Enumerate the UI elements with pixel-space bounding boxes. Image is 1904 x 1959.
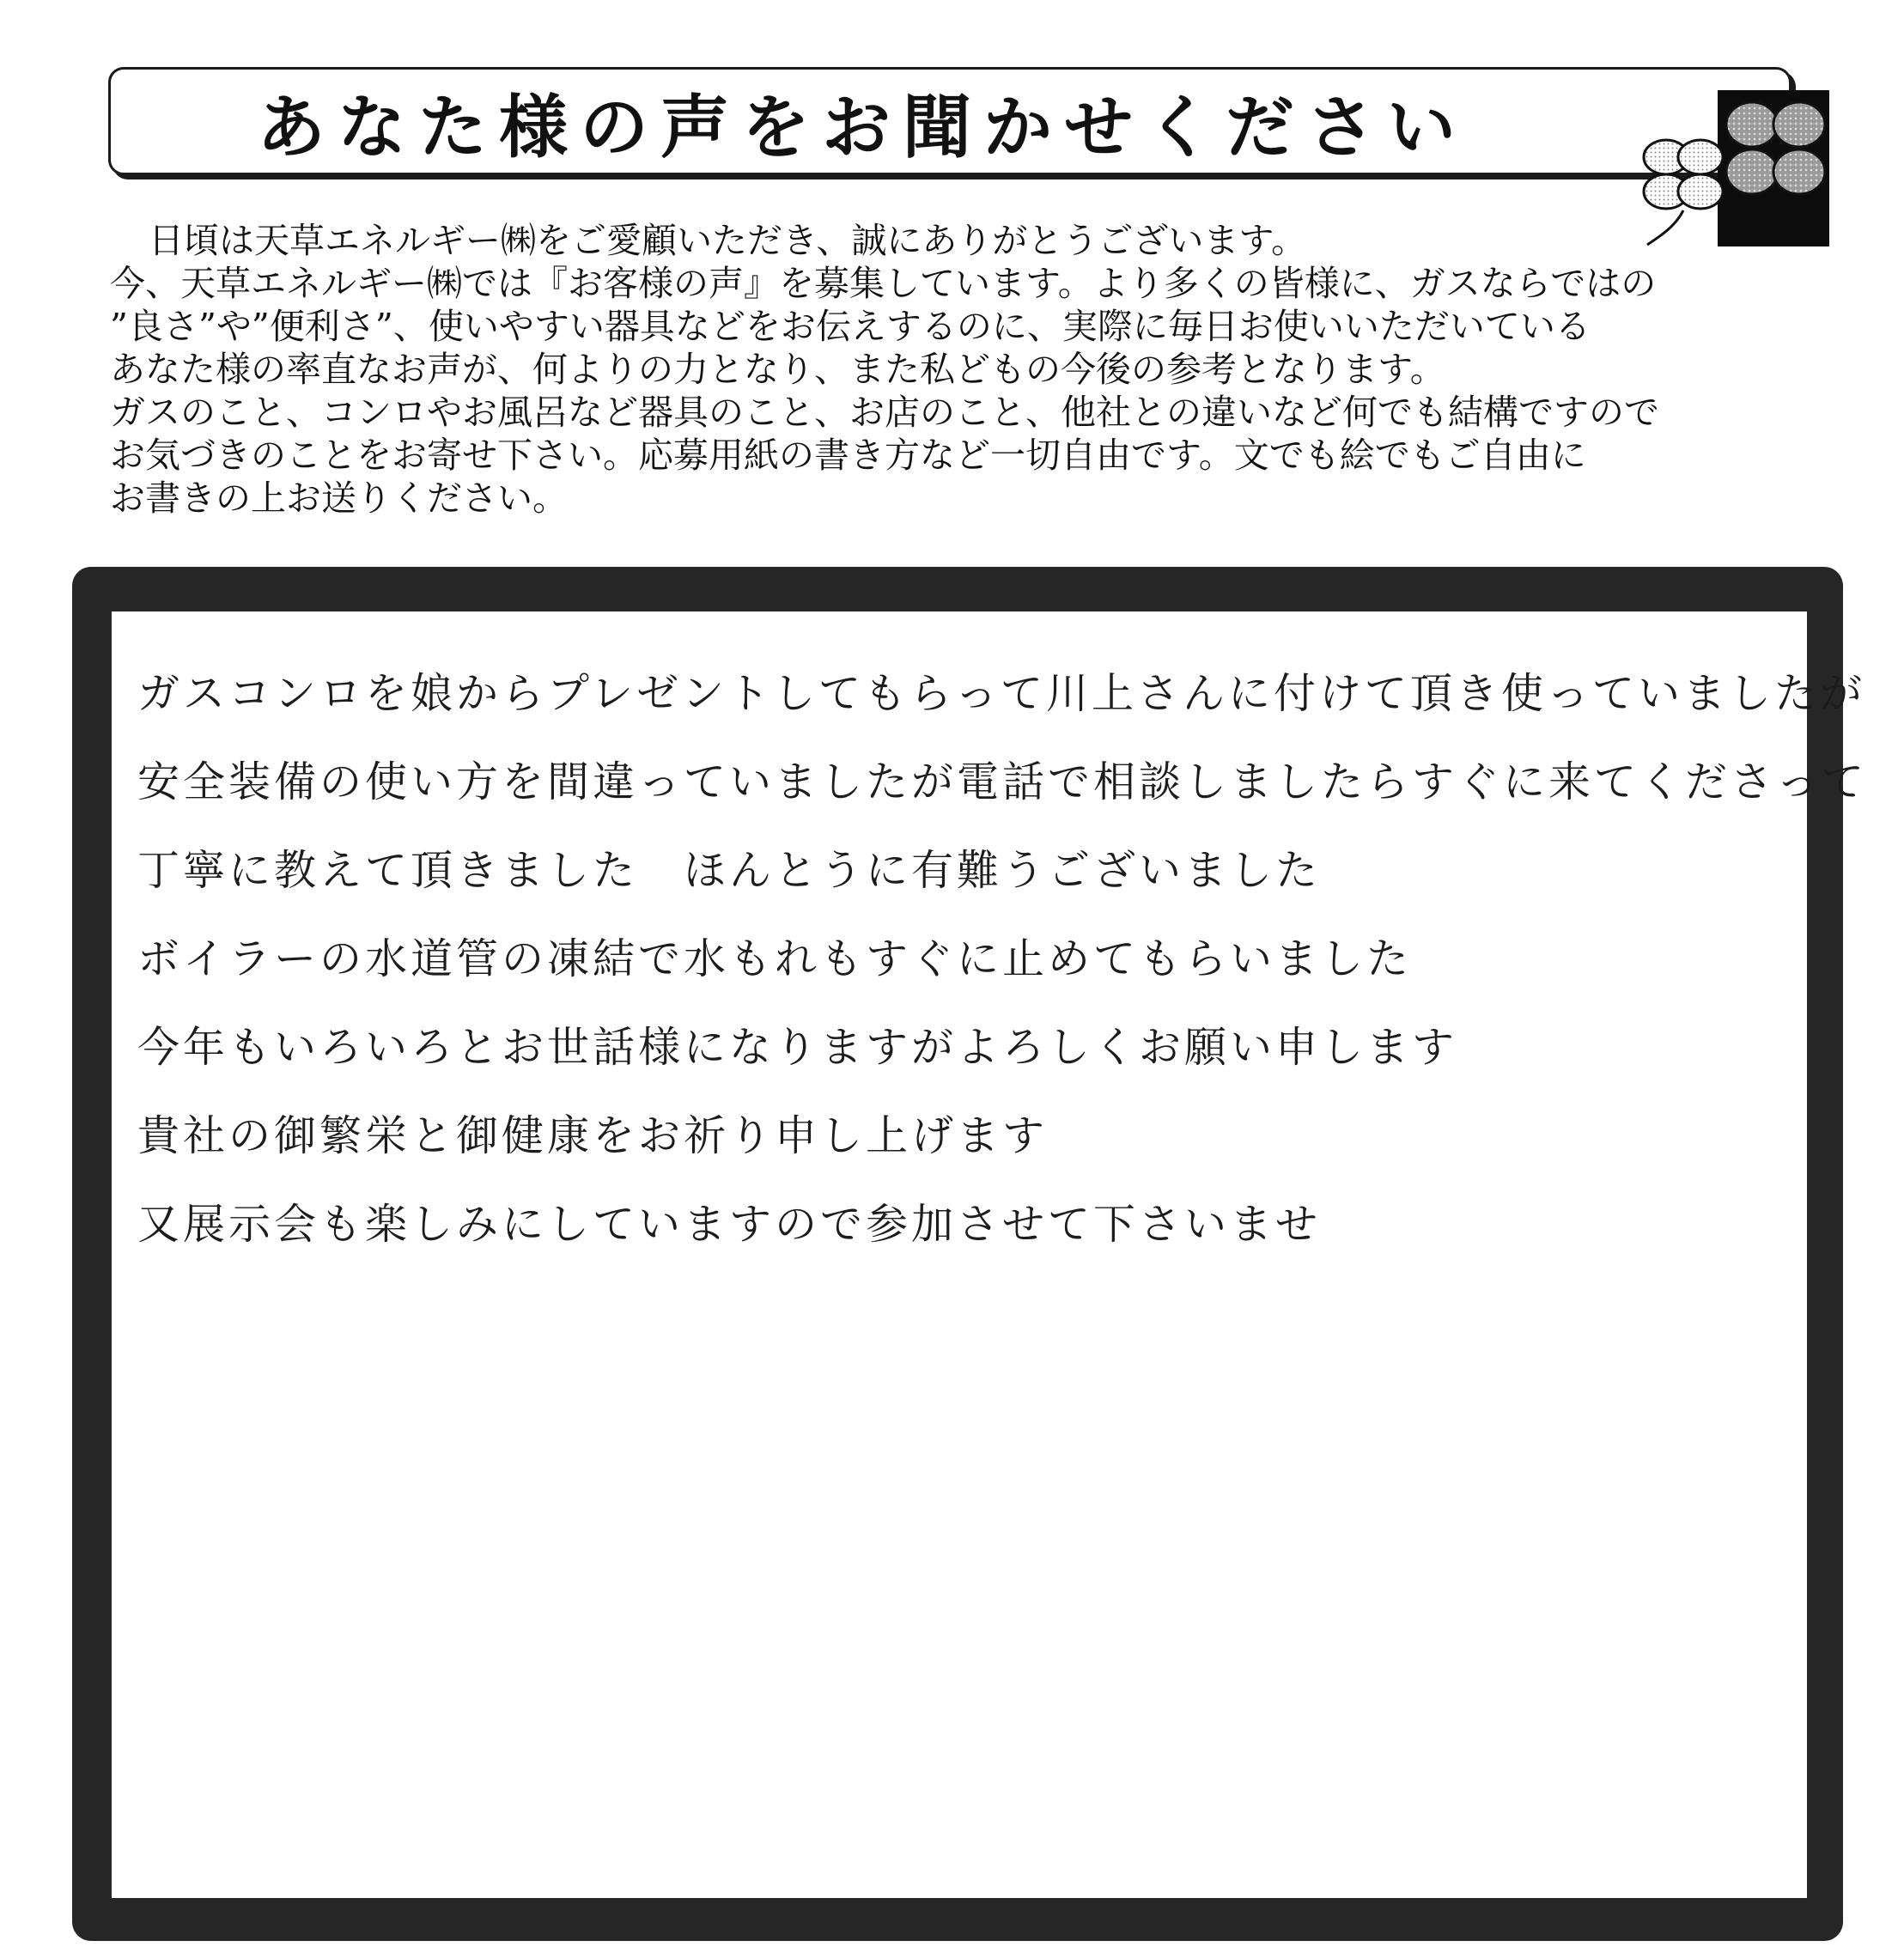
page-title: あなた様の声をお聞かせください [257,87,1468,167]
answer-line: 又展示会も楽しみにしていますので参加させて下さいませ [137,1200,1322,1249]
handwritten-answer [137,649,1868,1268]
title-banner [108,67,1791,175]
intro-line: お書きの上お送りください。 [110,478,568,519]
intro-line: ”良さ”や”便利さ”、使いやすい器具などをお伝えするのに、実際に毎日お使いいただいている [110,306,1591,347]
intro-line: ガスのこと、コンロやお風呂など器具のこと、お店のこと、他社との違いなど何でも結構ですので [110,392,1659,433]
answer-line: 丁寧に教えて頂きました ほんとうに有難うございました [137,846,1322,895]
answer-area [112,611,1868,1898]
answer-line: 貴社の御繁栄と御健康をお祈り申し上げます [137,1111,1049,1160]
answer-line: 安全装備の使い方を間違っていましたが電話で相談しましたらすぐに来てくださって [137,757,1868,806]
answer-line: ガスコンロを娘からプレゼントしてもらって川上さんに付けて頂き使っていましたが [137,669,1866,718]
intro-line: あなた様の率直なお声が、何よりの力となり、また私どもの今後の参考となります。 [110,349,1445,390]
intro-line: お気づきのことをお寄せ下さい。応募用紙の書き方など一切自由です。文でも絵でもご自由に [110,435,1586,476]
answer-line: 今年もいろいろとお世話様になりますがよろしくお願い申します [137,1023,1458,1072]
intro-line: 日頃は天草エネルギー㈱をご愛顧いただき、誠にありがとうございます。 [149,220,1307,261]
answer-frame [72,567,1868,1941]
answer-line: ボイラーの水道管の凍結で水もれもすぐに止めてもらいました [137,934,1413,983]
intro-text [110,219,1836,520]
intro-line: 今、天草エネルギー㈱では『お客様の声』を募集しています。より多くの皆様に、ガスならではの [110,263,1657,304]
